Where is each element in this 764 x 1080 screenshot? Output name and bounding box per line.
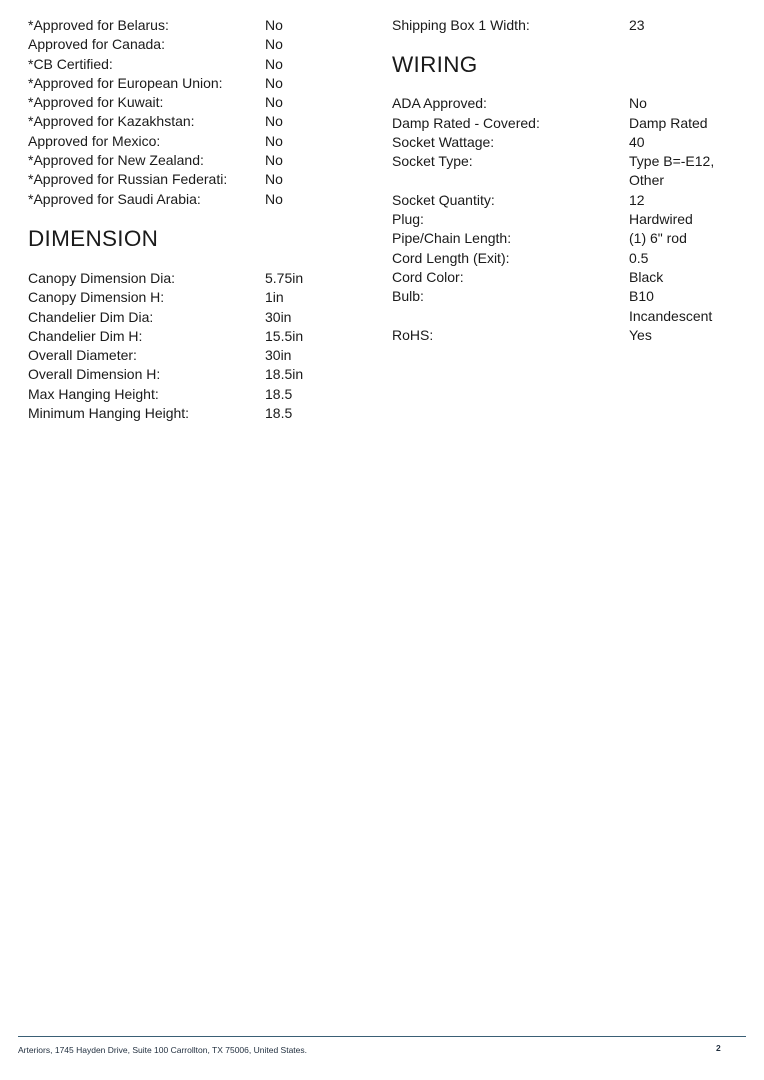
spec-row	[28, 170, 358, 189]
spec-label: *Approved for Kuwait:	[28, 94, 164, 111]
footer-divider	[18, 1036, 746, 1037]
spec-row	[28, 404, 358, 423]
spec-label: RoHS:	[392, 326, 434, 343]
spec-row	[28, 269, 358, 288]
spec-row	[28, 132, 358, 151]
spec-value: 15.5in	[265, 327, 304, 344]
spec-label: Socket Wattage:	[392, 133, 495, 150]
spec-row	[28, 16, 358, 35]
left-column	[28, 16, 358, 423]
spec-label: Overall Diameter:	[28, 347, 137, 364]
spec-label: *Approved for Russian Federati:	[28, 171, 228, 188]
spec-value: No	[265, 171, 283, 188]
spec-row	[28, 308, 358, 327]
spec-row	[28, 288, 358, 307]
spec-row	[28, 346, 358, 365]
spec-row	[28, 190, 358, 209]
spec-label: Chandelier Dim H:	[28, 327, 143, 344]
spec-label: Damp Rated - Covered:	[392, 114, 540, 131]
spec-row	[28, 327, 358, 346]
spec-row	[28, 93, 358, 112]
spec-value: No	[265, 152, 283, 169]
dimension-heading: DIMENSION	[28, 225, 159, 251]
spec-label: ADA Approved:	[392, 95, 487, 112]
spec-value: B10 Incandescent	[629, 288, 713, 324]
spec-value: No	[265, 190, 283, 207]
spec-value: 0.5	[629, 249, 649, 266]
spec-label: Chandelier Dim Dia:	[28, 308, 154, 325]
spec-value: No	[265, 94, 283, 111]
spec-row	[392, 229, 742, 248]
spec-value: 30in	[265, 347, 292, 364]
spec-value: No	[265, 74, 283, 91]
spec-label: Cord Color:	[392, 268, 464, 285]
spec-label: *Approved for Belarus:	[28, 17, 169, 33]
spec-value: Black	[629, 268, 664, 285]
spec-label: *Approved for New Zealand:	[28, 152, 204, 169]
right-column	[392, 16, 742, 345]
spec-label: Overall Dimension H:	[28, 366, 161, 383]
spec-value: Damp Rated	[629, 114, 708, 131]
spec-row	[392, 191, 742, 210]
spec-value: Type B=-E12, Other	[629, 153, 715, 189]
spec-label: *CB Certified:	[28, 55, 113, 72]
spec-label: Shipping Box 1 Width:	[392, 17, 530, 33]
spec-value: No	[629, 95, 647, 112]
spec-row	[28, 151, 358, 170]
dimension-list	[28, 269, 358, 423]
spec-value: Hardwired	[629, 211, 693, 228]
spec-value: 1in	[265, 289, 284, 306]
spec-value: 12	[629, 191, 645, 208]
spec-row	[392, 152, 742, 191]
spec-label: *Approved for European Union:	[28, 74, 223, 91]
spec-row	[392, 16, 742, 35]
spec-row	[392, 268, 742, 287]
spec-row	[392, 249, 742, 268]
spec-value: 18.5in	[265, 366, 304, 383]
approvals-list	[28, 16, 358, 209]
footer-address: Arteriors, 1745 Hayden Drive, Suite 100 Carrollton, TX 75006, United States.	[18, 1045, 307, 1055]
spec-value: No	[265, 17, 283, 33]
spec-value: No	[265, 36, 283, 53]
spec-value: No	[265, 55, 283, 72]
spec-value: (1) 6" rod	[629, 230, 687, 247]
spec-value: 18.5	[265, 405, 293, 422]
spec-row	[392, 287, 742, 326]
spec-row	[28, 385, 358, 404]
spec-row	[392, 326, 742, 345]
spec-value: No	[265, 132, 283, 149]
spec-label: *Approved for Kazakhstan:	[28, 113, 195, 130]
spec-label: *Approved for Saudi Arabia:	[28, 190, 201, 207]
wiring-list	[392, 94, 742, 345]
spec-label: Minimum Hanging Height:	[28, 405, 190, 422]
spec-value: Yes	[629, 326, 652, 343]
spec-row	[392, 133, 742, 152]
spec-row	[28, 35, 358, 54]
spec-label: Approved for Mexico:	[28, 132, 161, 149]
spec-value: 30in	[265, 308, 292, 325]
spec-value: 40	[629, 133, 645, 150]
spec-row	[28, 55, 358, 74]
spec-label: Canopy Dimension Dia:	[28, 269, 176, 286]
spec-label: Max Hanging Height:	[28, 385, 159, 402]
spec-label: Plug:	[392, 211, 424, 228]
spec-label: Socket Quantity:	[392, 191, 495, 208]
spec-row	[28, 74, 358, 93]
spec-value: 23	[629, 17, 645, 33]
spec-label: Pipe/Chain Length:	[392, 230, 512, 247]
spec-value: 5.75in	[265, 269, 304, 286]
spec-label: Approved for Canada:	[28, 36, 165, 53]
spec-label: Cord Length (Exit):	[392, 249, 510, 266]
spec-value: 18.5	[265, 385, 293, 402]
spec-value: No	[265, 113, 283, 130]
spec-row	[392, 114, 742, 133]
spec-label: Bulb:	[392, 288, 424, 305]
page-number: 2	[716, 1043, 721, 1053]
spec-row	[392, 210, 742, 229]
spec-row	[392, 94, 742, 113]
spec-label: Canopy Dimension H:	[28, 289, 165, 306]
spec-label: Socket Type:	[392, 153, 473, 170]
spec-row	[28, 112, 358, 131]
spec-row	[28, 365, 358, 384]
wiring-heading: WIRING	[392, 52, 478, 78]
